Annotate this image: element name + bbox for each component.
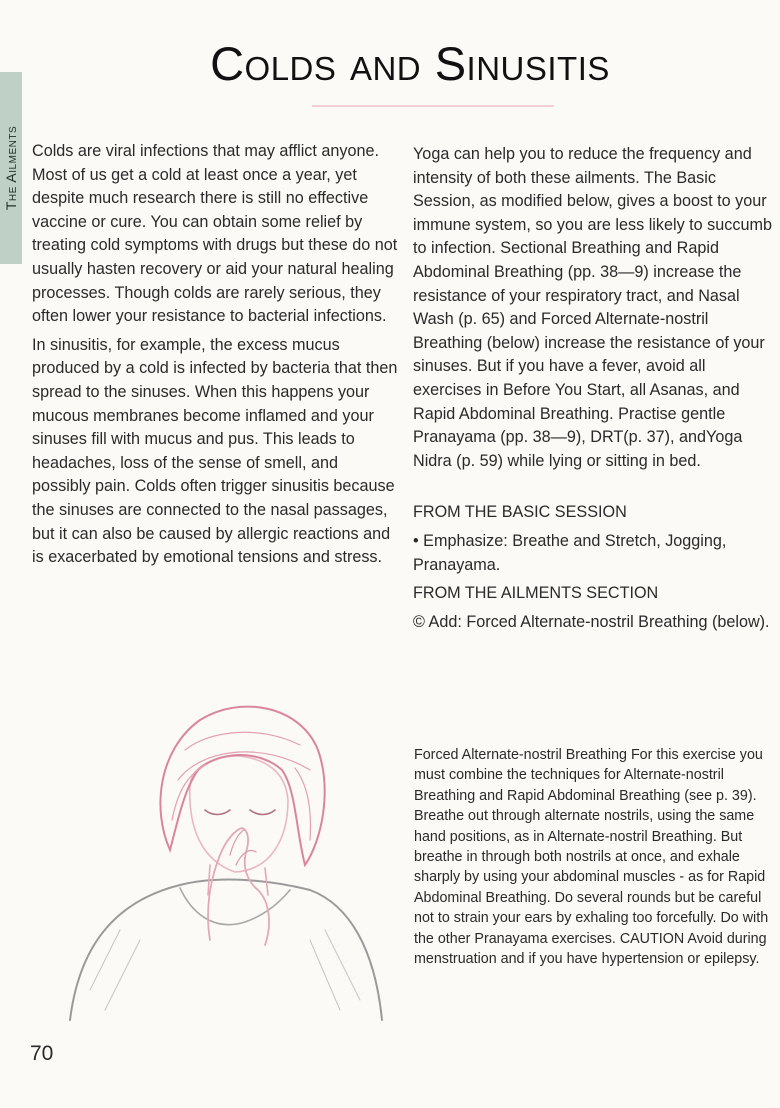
ailments-section-item: © Add: Forced Alternate-nostril Breathing (below). (413, 612, 770, 631)
paragraph-yoga-intro: Yoga can help you to reduce the frequency and intensity of both these ailments. The Basic Session, as modified below, gives a boost to your immune system, so you are less likely to succumb to infection. Sectional Breathing and Rapid Abdominal Breathing (pp. 38—9) increase the resistance of your respiratory tract, and Nasal Wash (p. 65) and Forced Alternate-nostril Breathing (below) increase the resistance of your sinuses. But if you have a fever, avoid all exercises in Before You Start, all Asanas, and Rapid Abdominal Breathing. Practise gentle Pranayama (pp. 38—9), DRT(p. 37), andYoga Nidra (p. 59) while lying or sitting in bed. (413, 145, 772, 470)
left-eye (205, 810, 230, 815)
paragraph-sinusitis: In sinusitis, for example, the excess mucus produced by a cold is infected by bacteria that then spread to the sinuses. When this happens your mucous membranes become inflamed and your sinuses fill with mucus and pus. This leads to headaches, loss of the sense of smell, and possibly pain. Colds often trigger sinusitis because the sinuses are connected to the nasal passages, but it can also be caused by allergic reactions and is exacerbated by emotional tensions and stress. (32, 335, 398, 567)
page-number: 70 (30, 1042, 54, 1065)
shirt-shading (90, 930, 360, 1010)
right-column (413, 143, 778, 639)
paragraph-colds: Colds are viral infections that may afflict anyone. Most of us get a cold at least once a year, yet despite much research there is still no effective vaccine or cure. You can obtain some relief by treating cold symptoms with drugs but these do not usually hasten recovery or aid your natural healing processes. Though colds are rarely serious, they often lower your resistance to bacterial infections. (32, 142, 398, 326)
sidebar-text: Forced Alternate-nostril Breathing For this exercise you must combine the techniques for Alternate-nostril Breathing and Rapid Abdominal Breathing (see p. 39). Breathe out through alternate nostrils, using the same hand positions, as in Alternate-nostril Breathing. But breathe in through both nostrils at once, and exhale sharply by using your abdominal muscles - as for Rapid Abdominal Breathing. Do several rounds but be careful not to strain your ears by exhaling too forcefully. Do with the other Pranayama exercises. CAUTION Avoid during menstruation and if you have hypertension or epilepsy. (414, 747, 769, 968)
hair (160, 707, 324, 865)
heading-ailments-section: FROM THE AILMENTS SECTION (413, 584, 659, 603)
fingers (230, 830, 256, 865)
woman-illustration (60, 690, 390, 1030)
right-eye (250, 810, 275, 815)
sidebar-forced-breathing (414, 745, 776, 969)
hand (208, 828, 269, 945)
side-tab-label: The Ailments (3, 125, 19, 211)
shirt-collar (180, 888, 290, 925)
heading-basic-session: FROM THE BASIC SESSION (413, 503, 627, 522)
title-underline (312, 105, 554, 107)
basic-session-item: • Emphasize: Breathe and Stretch, Jogging, Pranayama. (413, 531, 727, 574)
left-column (32, 140, 400, 575)
face-outline (190, 756, 288, 872)
page-title: Colds and Sinusitis (210, 37, 610, 90)
